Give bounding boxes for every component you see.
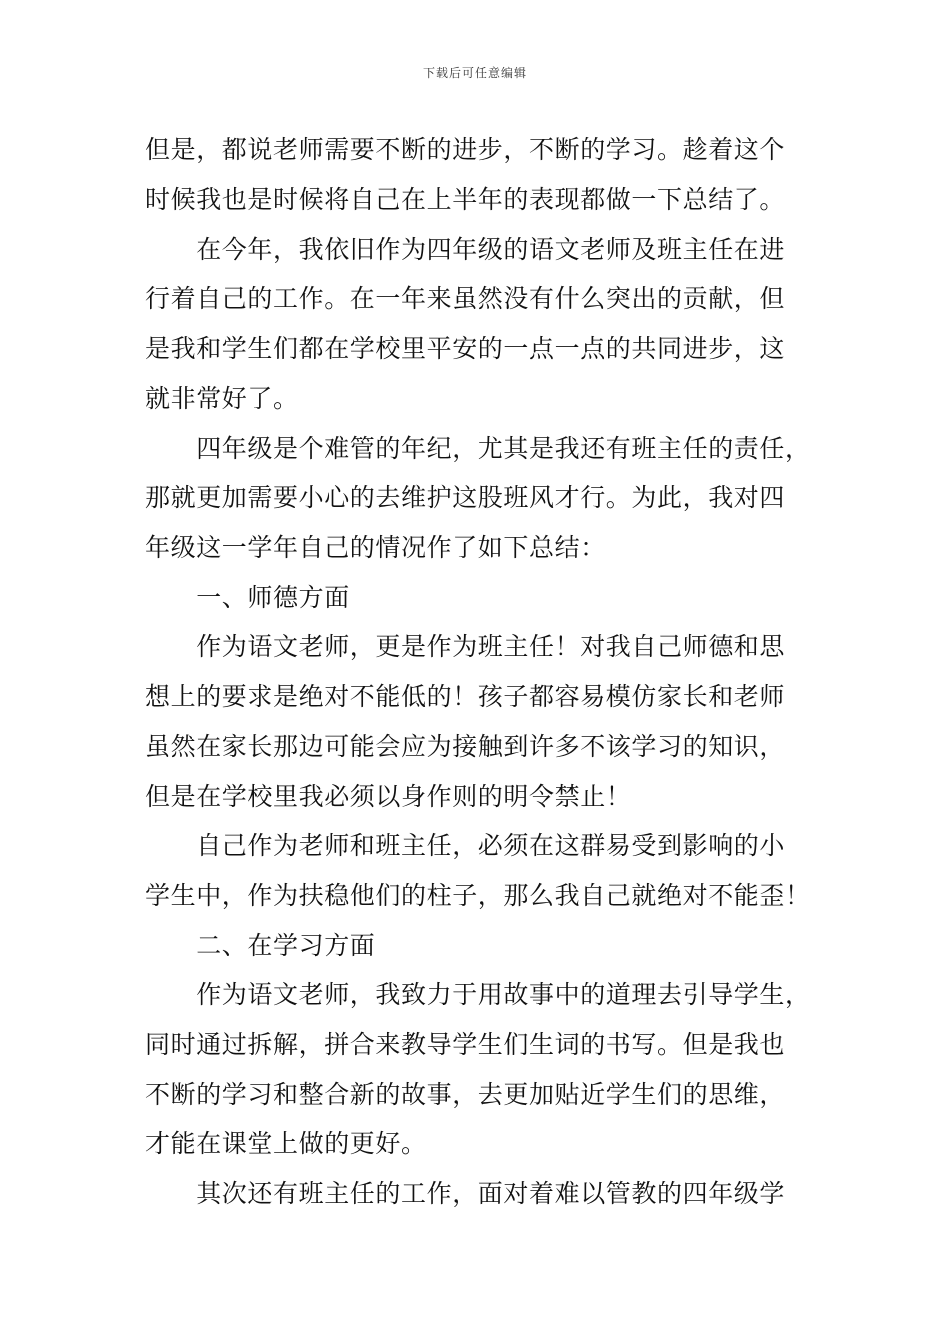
text-line: 行着自己的工作。在一年来虽然没有什么突出的贡献，但 (145, 284, 786, 313)
text-line: 就非常好了。 (145, 384, 299, 413)
text-line: 其次还有班主任的工作，面对着难以管教的四年级学 (145, 1179, 786, 1208)
text-line: 想上的要求是绝对不能低的！孩子都容易模仿家长和老师 (145, 682, 786, 711)
text-line: 那就更加需要小心的去维护这股班风才行。为此，我对四 (145, 483, 786, 512)
text-line: 作为语文老师，我致力于用故事中的道理去引导学生， (145, 980, 811, 1009)
section-heading: 二、在学习方面 (145, 931, 376, 960)
text-line: 才能在课堂上做的更好。 (145, 1129, 427, 1158)
text-line: 但是，都说老师需要不断的进步，不断的学习。趁着这个 (145, 135, 786, 164)
text-line: 不断的学习和整合新的故事，去更加贴近学生们的思维， (145, 1080, 786, 1109)
text-line: 时候我也是时候将自己在上半年的表现都做一下总结了。 (145, 185, 786, 214)
text-line: 但是在学校里我必须以身作则的明令禁止！ (145, 782, 632, 811)
text-line: 自己作为老师和班主任，必须在这群易受到影响的小 (145, 831, 786, 860)
text-line: 学生中，作为扶稳他们的柱子，那么我自己就绝对不能歪！ (145, 881, 811, 910)
section-heading: 一、师德方面 (145, 583, 350, 612)
text-line: 是我和学生们都在学校里平安的一点一点的共同进步，这 (145, 334, 786, 363)
text-line: 同时通过拆解，拼合来教导学生们生词的书写。但是我也 (145, 1030, 786, 1059)
text-line: 虽然在家长那边可能会应为接触到许多不该学习的知识， (145, 732, 786, 761)
text-line: 作为语文老师，更是作为班主任！对我自己师德和思 (145, 632, 786, 661)
text-line: 在今年，我依旧作为四年级的语文老师及班主任在进 (145, 235, 786, 264)
text-line: 四年级是个难管的年纪，尤其是我还有班主任的责任， (145, 434, 811, 463)
page-header: 下载后可任意编辑 (422, 66, 527, 80)
text-line: 年级这一学年自己的情况作了如下总结： (145, 533, 606, 562)
